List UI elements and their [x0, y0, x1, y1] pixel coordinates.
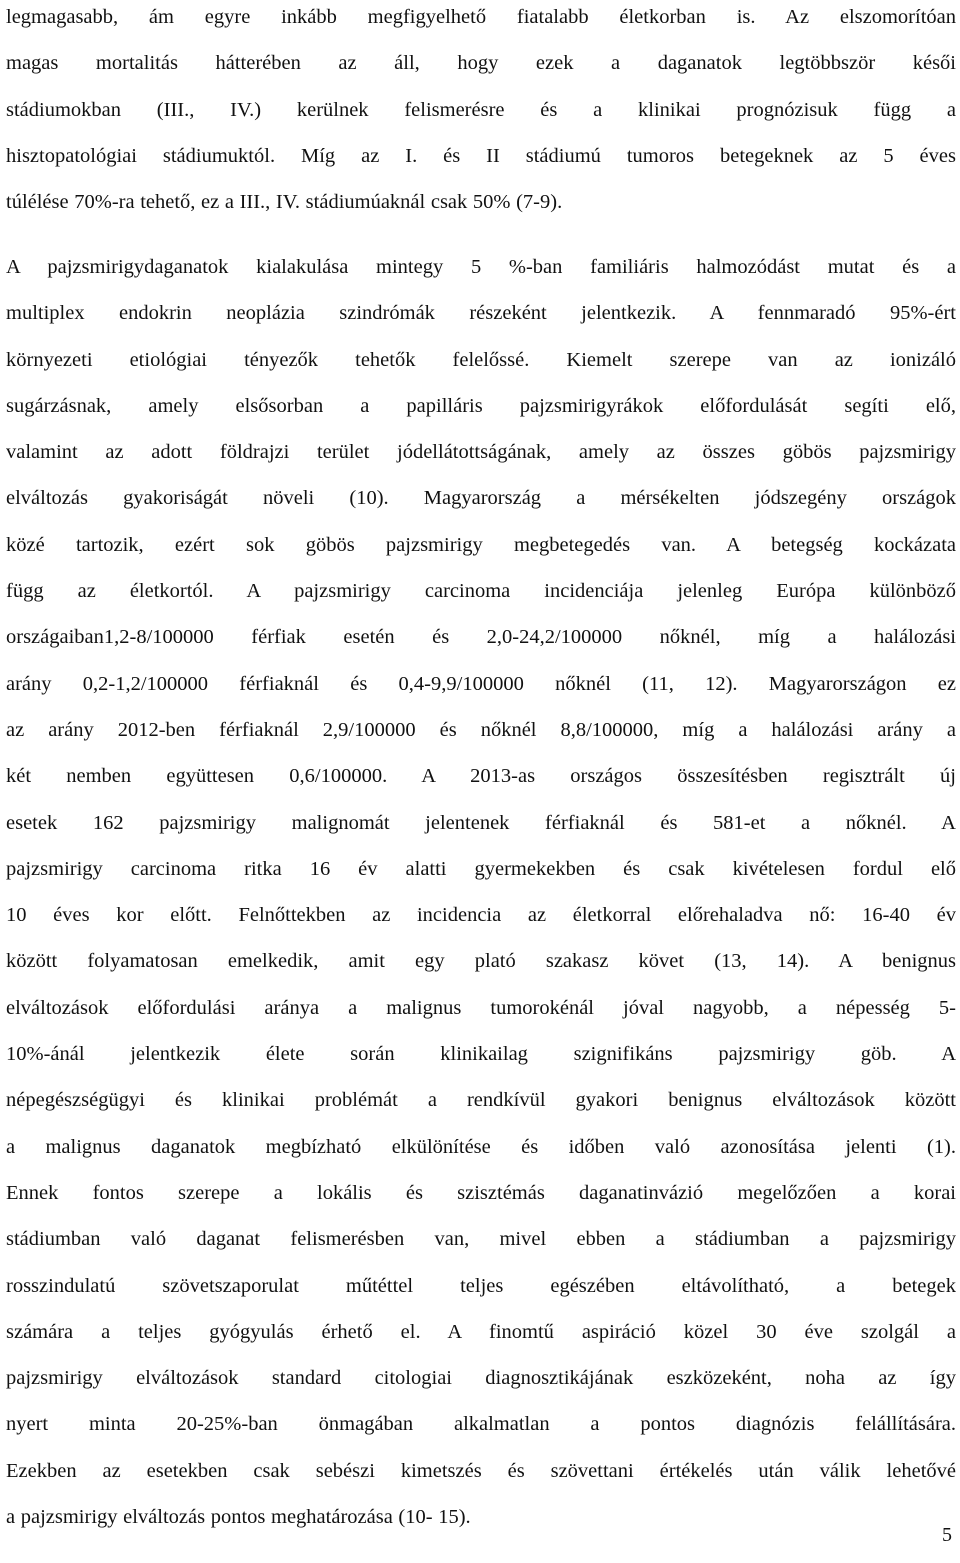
text-line: környezeti etiológiai tényezők tehetők felelőssé. Kiemelt szerepe van az ionizáló: [6, 348, 956, 371]
paragraph-2: [6, 244, 956, 1540]
text-line: hisztopatológiai stádiumuktól. Míg az I. és II stádiumú tumoros betegeknek az 5 éves: [6, 144, 956, 167]
text-line: arány 0,2-1,2/100000 férfiaknál és 0,4-9,9/100000 nőknél (11, 12). Magyarországon ez: [6, 672, 956, 695]
text-line: a malignus daganatok megbízható elkülönítése és időben való azonosítása jelenti (1).: [6, 1135, 956, 1158]
text-line: között folyamatosan emelkedik, amit egy plató szakasz követ (13, 14). A benignus: [6, 950, 956, 973]
text-line: 10%-ánál jelentkezik élete során klinikailag szignifikáns pajzsmirigy göb. A: [6, 1043, 956, 1066]
text-line: stádiumokban (III., IV.) kerülnek felismerésre és a klinikai prognózisuk függ a: [6, 98, 956, 121]
text-line: magas mortalitás hátterében az áll, hogy ezek a daganatok legtöbbször késői: [6, 52, 956, 75]
text-line: közé tartozik, ezért sok göbös pajzsmirigy megbetegedés van. A betegség kockázata: [6, 533, 956, 556]
text-line: két nemben együttesen 0,6/100000. A 2013-as országos összesítésben regisztrált új: [6, 765, 956, 788]
text-line: Ezekben az esetekben csak sebészi kimetszés és szövettani értékelés után válik lehetővé: [6, 1459, 956, 1482]
text-line: a pajzsmirigy elváltozás pontos meghatározása (10- 15).: [6, 1506, 471, 1529]
text-line: elváltozások előfordulási aránya a malignus tumorokénál jóval nagyobb, a népesség 5-: [6, 996, 956, 1019]
text-line: Ennek fontos szerepe a lokális és szisztémás daganatinvázió megelőzően a korai: [6, 1181, 956, 1204]
text-line: A pajzsmirigydaganatok kialakulása mintegy 5 %-ban familiáris halmozódást mutat és a: [6, 256, 956, 278]
paragraph-1: [6, 0, 956, 225]
text-line: pajzsmirigy carcinoma ritka 16 év alatti gyermekekben és csak kivételesen fordul elő: [6, 857, 956, 880]
text-line: országaiban1,2-8/100000 férfiak esetén és 2,0-24,2/100000 nőknél, míg a halálozási: [6, 626, 956, 649]
text-line: nyert minta 20-25%-ban önmagában alkalmatlan a pontos diagnózis felállítására.: [6, 1413, 956, 1436]
text-line: rosszindulatú szövetszaporulat műtéttel teljes egészében eltávolítható, a betegek: [6, 1274, 956, 1297]
text-line: sugárzásnak, amely elsősorban a papilláris pajzsmirigyrákok előfordulását segíti elő,: [6, 394, 956, 417]
text-line: legmagasabb, ám egyre inkább megfigyelhető fiatalabb életkorban is. Az elszomorítóan: [6, 6, 956, 28]
text-line: függ az életkortól. A pajzsmirigy carcinoma incidenciája jelenleg Európa különböző: [6, 580, 956, 603]
text-line: stádiumban való daganat felismerésben van, mivel ebben a stádiumban a pajzsmirigy: [6, 1228, 956, 1251]
text-line: pajzsmirigy elváltozások standard citologiai diagnosztikájának eszközeként, noha az így: [6, 1367, 956, 1390]
text-line: elváltozás gyakoriságát növeli (10). Magyarország a mérsékelten jódszegény országok: [6, 487, 956, 510]
text-line: népegészségügyi és klinikai problémát a rendkívül gyakori benignus elváltozások között: [6, 1089, 956, 1112]
text-line: 10 éves kor előtt. Felnőttekben az incidencia az életkorral előrehaladva nő: 16-40 év: [6, 904, 956, 927]
text-line: valamint az adott földrajzi terület jódellátottságának, amely az összes göbös pajzsmirigy: [6, 441, 956, 464]
text-line: számára a teljes gyógyulás érhető el. A finomtű aspiráció közel 30 éve szolgál a: [6, 1320, 956, 1343]
page-number: 5: [942, 1524, 952, 1546]
text-line: az arány 2012-ben férfiaknál 2,9/100000 és nőknél 8,8/100000, míg a halálozási arány a: [6, 718, 956, 741]
text-line: multiplex endokrin neoplázia szindrómák részeként jelentkezik. A fennmaradó 95%-ért: [6, 302, 956, 325]
text-line: esetek 162 pajzsmirigy malignomát jelentenek férfiaknál és 581-et a nőknél. A: [6, 811, 956, 834]
text-line: túlélése 70%-ra tehető, ez a III., IV. stádiumúaknál csak 50% (7-9).: [6, 191, 563, 214]
